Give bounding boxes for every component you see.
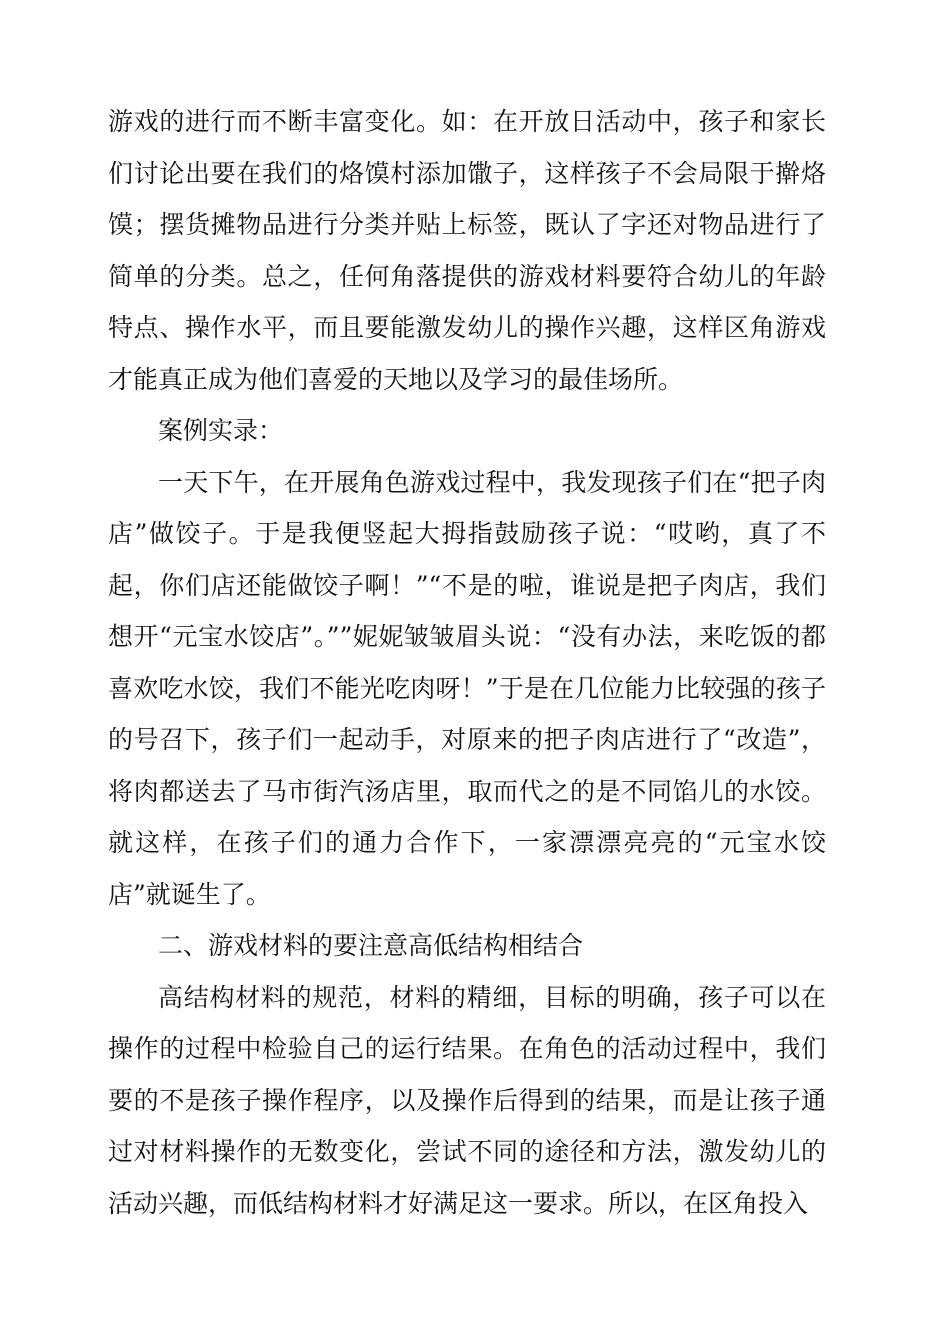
body-paragraph: 一天下午，在开展角色游戏过程中，我发现孩子们在“把子肉店”做饺子。于是我便竖起大拇指鼓励孩子说：“哎哟，真了不起，你们店还能做饺子啊！”“不是的啦，谁说是把子肉店，我们想开“元宝水饺店”。””妮妮皱皱眉头说：“没有办法，来吃饭的都喜欢吃水饺，我们不能光吃肉呀！”于是在几位能力比较强的孩子的号召下，孩子们一起动手，对原来的把子肉店进行了“改造”，将肉都送去了马市街汽汤店里，取而代之的是不同馅儿的水饺。就这样，在孩子们的通力合作下，一家漂漂亮亮的“元宝水饺店”就诞生了。 bbox=[108, 467, 826, 909]
body-paragraph: 游戏的进行而不断丰富变化。如：在开放日活动中，孩子和家长们讨论出要在我们的烙馍村添加馓子，这样孩子不会局限于擀烙馍；摆货摊物品进行分类并贴上标签，既认了字还对物品进行了简单的分类。总之，任何角落提供的游戏材料要符合幼儿的年龄特点、操作水平，而且要能激发幼儿的操作兴趣，这样区角游戏才能真正成为他们喜爱的天地以及学习的最佳场所。 bbox=[108, 107, 826, 394]
section-heading: 二、游戏材料的要注意高低结构相结合 bbox=[158, 931, 584, 960]
body-paragraph: 高结构材料的规范，材料的精细，目标的明确，孩子可以在操作的过程中检验自己的运行结果。在角色的活动过程中，我们要的不是孩子操作程序，以及操作后得到的结果，而是让孩子通过对材料操作的无数变化，尝试不同的途径和方法，激发幼儿的活动兴趣，而低结构材料才好满足这一要求。所以，在区角投入 bbox=[108, 982, 826, 1218]
case-record-label: 案例实录： bbox=[158, 416, 284, 445]
document-body bbox=[108, 96, 826, 1229]
